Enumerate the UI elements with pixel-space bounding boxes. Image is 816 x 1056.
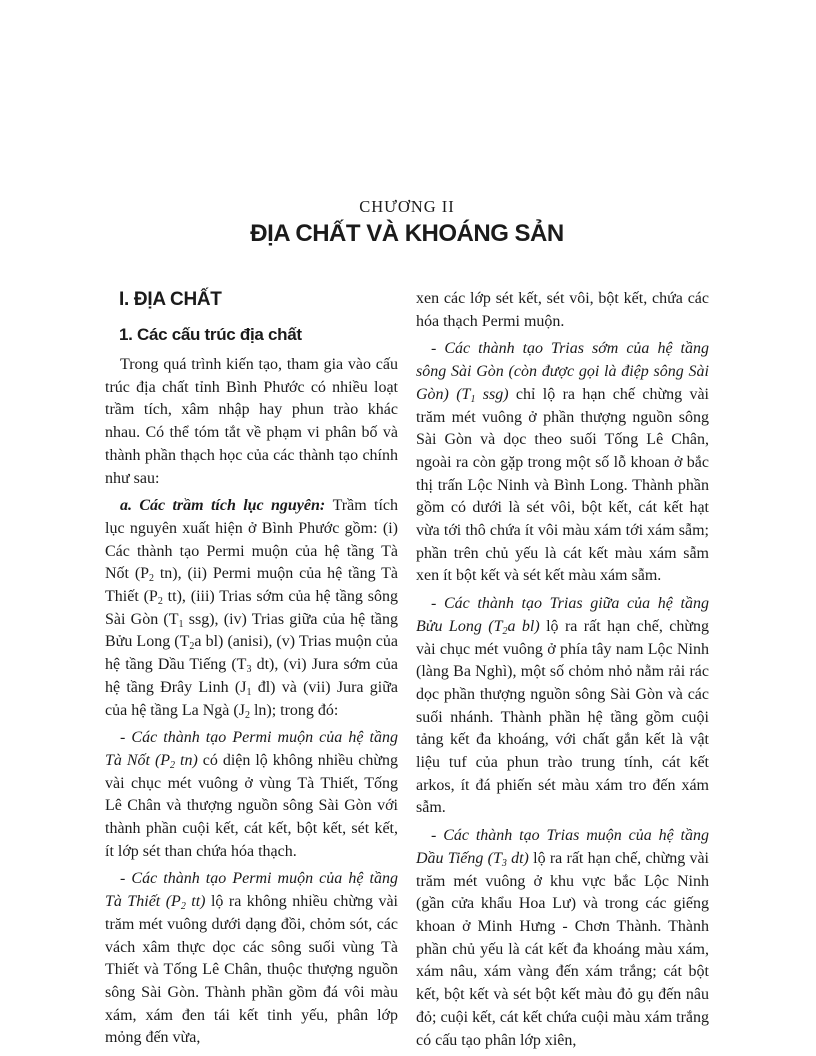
subscript: 2 <box>244 709 250 721</box>
subscript: 2 <box>180 901 186 913</box>
text-segment: Trong quá trình kiến tạo, tham gia vào cấu trúc địa chất tỉnh Bình Phước có nhiều loạt trầm tích, xâm nhập hay phun trào khác nhau. Có thể tóm tắt về phạm vi phân bố và thành phần thạch học của các thành tạo chính như sau: <box>105 356 398 487</box>
subscript: 1 <box>178 618 184 630</box>
subscript: 1 <box>246 686 252 698</box>
text-segment: - Các thành tạo Trias giữa của hệ tầng Bửu Long (T <box>416 595 709 635</box>
paragraph <box>416 288 709 333</box>
text-segment: chỉ lộ ra hạn chế chừng vài trăm mét vuông ở phần thượng nguồn sông Sài Gòn và dọc theo suối Tống Lê Chân, ngoài ra còn gặp trong một số lỗ khoan ở bắc thị trấn Lộc Ninh và Bình Long. Thành phần gồm có dưới là sét vôi, bột kết, cát kết hạt vừa tới thô chứa ít vôi màu xám tới xám sẫm; phần trên chủ yếu là cát kết màu xám sẫm xen ít bột kết và sét kết màu xám sẫm. <box>416 385 710 585</box>
chapter-label: CHƯƠNG II <box>359 197 455 216</box>
text-segment: dt) <box>506 849 529 867</box>
text-segment: lộ ra rất hạn chế, chừng vài chục mét vuông ở phía tây nam Lộc Ninh (làng Ba Nghì), một số chỏm nhỏ nằm rải rác dọc phần thượng nguồn sông Sài Gòn và các suối nhánh. Thành phần hệ tầng gồm cuội tảng kết đa khoáng, với chất gắn kết là vật liệu tuf của phun trào trung tính, cát kết arkos, ít đá phiến sét màu xám tro đến xám sẫm. <box>416 617 710 817</box>
text-segment: tt) <box>185 893 206 911</box>
text-segment: ssg) <box>475 385 509 403</box>
text-segment: a. Các trầm tích lục nguyên: <box>120 497 333 515</box>
text-segment: a bl) (anisi), (v) Trias muộn của hệ tầng Dầu Tiếng (T <box>105 633 399 674</box>
chapter-title: ĐỊA CHẤT VÀ KHOÁNG SẢN <box>250 220 564 247</box>
text-segment: xen các lớp sét kết, sét vôi, bột kết, chứa các hóa thạch Permi muộn. <box>416 290 709 330</box>
subscript: 2 <box>149 573 155 585</box>
subscript: 3 <box>501 857 507 869</box>
text-segment: Trầm tích lục nguyên xuất hiện ở Bình Phước gồm: (i) Các thành tạo Permi muộn của hệ tầng Tà Nốt (P <box>105 497 399 583</box>
subscript: 3 <box>246 664 252 676</box>
text-segment: ln); trong đó: <box>249 701 339 719</box>
text-segment: - Các thành tạo Trias sớm của hệ tầng sông Sài Gòn (còn được gọi là điệp sông Sài Gòn) (T <box>416 340 709 403</box>
chapter-header <box>105 197 709 249</box>
subscript: 2 <box>189 641 195 653</box>
subscript: 1 <box>470 393 476 405</box>
text-segment: dt), (vi) Jura sớm của hệ tầng Đrây Linh (J <box>105 656 398 696</box>
subscript: 2 <box>170 759 176 771</box>
paragraph <box>105 495 398 722</box>
text-segment: a bl) <box>507 617 540 635</box>
text-segment: ssg), (iv) Trias giữa của hệ tầng Bửu Long (T <box>105 610 398 651</box>
paragraph <box>105 868 398 1050</box>
text-segment: lộ ra rất hạn chế, chừng vài trăm mét vuông ở khu vực bắc Lộc Ninh (gần cửa khẩu Hoa Lư) và trong các giếng khoan ở Minh Hưng - Chơn Thành. Thành phần chủ yếu là cát kết đa khoáng màu xám, xám nâu, xám vàng đến xám trắng; cát bột kết, bột kết và sét bột kết màu đỏ gụ đến nâu đỏ; cuội kết, cát kết chứa cuội màu xám trắng có cấu tạo phân lớp xiên, <box>416 849 709 1049</box>
right-column <box>416 288 709 1056</box>
text-segment: có diện lộ không nhiều chừng vài chục mét vuông ở vùng Tà Thiết, Tống Lê Chân và thượng nguồn sông Sài Gòn với thành phần cuội kết, cát kết, bột kết, sét kết, ít lớp sét than chứa hóa thạch. <box>105 751 398 860</box>
section-heading: I. ĐỊA CHẤT <box>119 289 222 310</box>
left-column <box>105 288 398 1056</box>
text-segment: - Các thành tạo Permi muộn của hệ tầng Tà Nốt (P <box>105 729 398 769</box>
left-column-paragraphs <box>105 354 398 1050</box>
text-segment: tt), (iii) Trias sớm của hệ tầng sông Sài Gòn (T <box>105 588 398 628</box>
paragraph <box>416 338 709 588</box>
paragraph <box>105 354 398 490</box>
subscript: 2 <box>157 596 163 608</box>
text-segment: lộ ra không nhiều chừng vài trăm mét vuông dưới dạng đồi, chỏm sót, các vách xâm thực dọc các sông suối vùng Tà Thiết và Tống Lê Chân, thuộc thượng nguồn sông Sài Gòn. Thành phần gồm đá vôi màu xám, xám đen tái kết tinh yếu, phân lớp mỏng đến vừa, <box>105 893 399 1047</box>
paragraph <box>105 727 398 863</box>
paragraph <box>416 593 709 820</box>
text-segment: - Các thành tạo Permi muộn của hệ tầng Tà Thiết (P <box>105 870 398 911</box>
subsection-heading: 1. Các cấu trúc địa chất <box>119 325 302 344</box>
right-column-paragraphs <box>416 288 709 1052</box>
text-segment: đl) và (vii) Jura giữa của hệ tầng La Ngà (J <box>105 678 399 719</box>
subscript: 2 <box>502 625 508 637</box>
text-segment: tn) <box>175 751 198 769</box>
two-column-layout <box>105 288 709 1056</box>
text-segment: tn), (ii) Permi muộn của hệ tầng Tà Thiết (P <box>105 565 398 606</box>
text-segment: - Các thành tạo Trias muộn của hệ tầng Dầu Tiếng (T <box>416 827 709 867</box>
paragraph <box>416 825 709 1052</box>
